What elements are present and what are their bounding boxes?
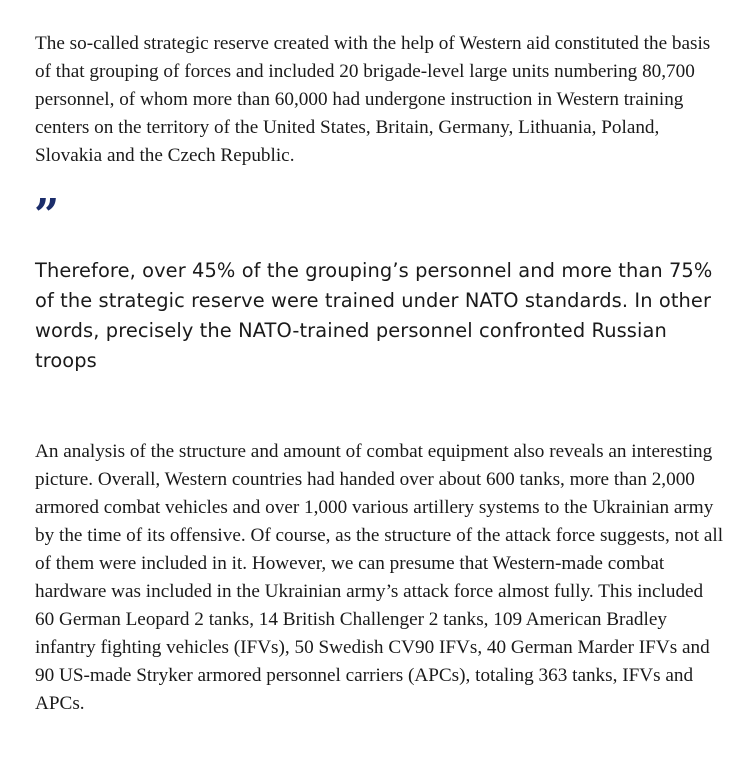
paragraph-strategic-reserve: The so-called strategic reserve created with the help of Western aid constituted the basis of that grouping of forces and included 20 brigade-level large units numbering 80,700 personnel, of whom more than 60,000 had undergone instruction in Western training centers on the territory of the United States, Britain, Germany, Lithuania, Poland, Slovakia and the Czech Republic. xyxy=(35,33,711,166)
quote-mark-icon: ” xyxy=(34,190,56,241)
paragraph-combat-equipment: An analysis of the structure and amount of combat equipment also reveals an interesting picture. Overall, Western countries had handed over about 600 tanks, more than 2,000 armored combat vehicles and over 1,000 various artillery systems to the Ukrainian army by the time of its offensive. Of course, as the structure of the attack force suggests, not all of them were included in it. However, we can presume that Western-made combat hardware was included in the Ukrainian army’s attack force almost fully. This included 60 German Leopard 2 tanks, 14 British Challenger 2 tanks, 109 American Bradley infantry fighting vehicles (IFVs), 50 Swedish CV90 IFVs, 40 German Marder IFVs and 90 US-made Stryker armored personnel carriers (APCs), totaling 363 tanks, IFVs and APCs. xyxy=(35,441,724,714)
pull-quote: Therefore, over 45% of the grouping’s personnel and more than 75% of the strategic reserve were trained under NATO standards. In other words, precisely the NATO-trained personnel confronted Russian troops xyxy=(35,259,713,372)
